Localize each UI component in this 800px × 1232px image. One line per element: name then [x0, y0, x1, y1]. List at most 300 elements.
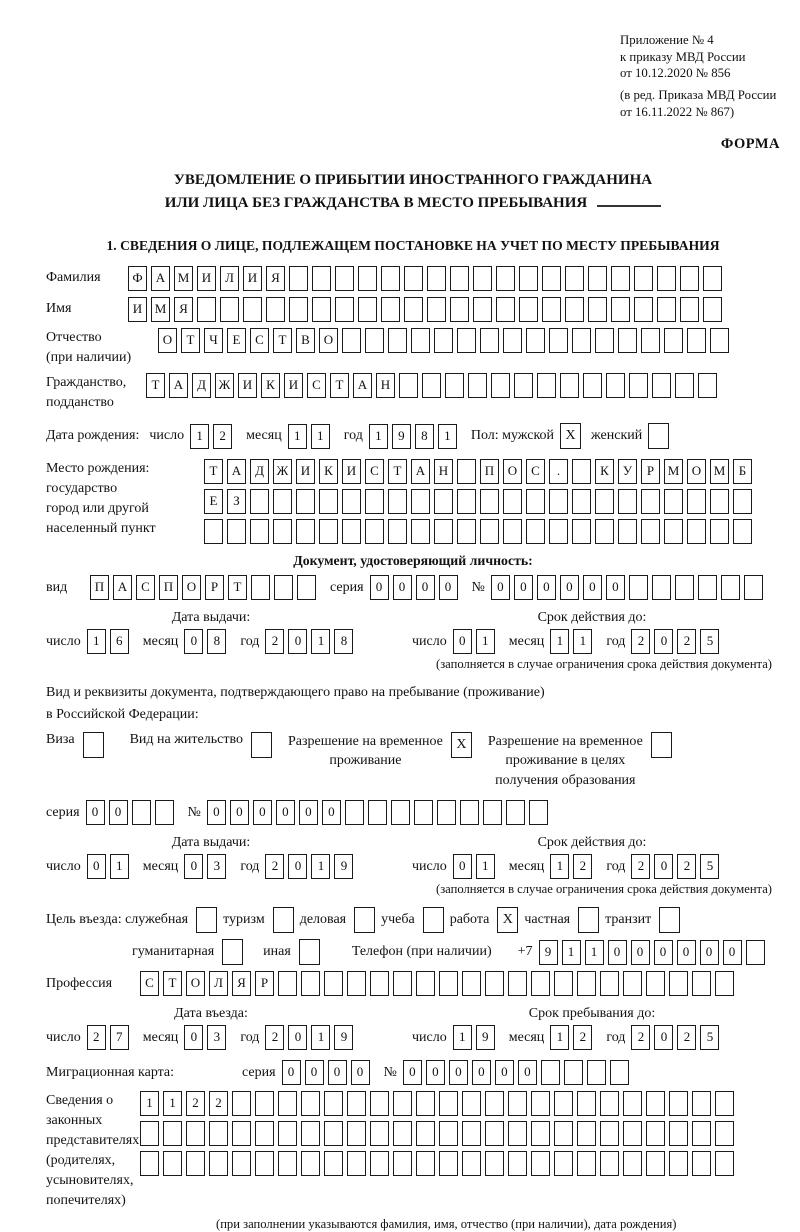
form-cell[interactable]: [715, 1091, 734, 1116]
form-cell[interactable]: [251, 575, 270, 600]
form-cell[interactable]: [623, 971, 642, 996]
form-cell[interactable]: [243, 297, 262, 322]
form-cell[interactable]: 5: [700, 1025, 719, 1050]
form-cell[interactable]: [393, 1151, 412, 1176]
form-cell[interactable]: 0: [328, 1060, 347, 1085]
form-cell[interactable]: [715, 1151, 734, 1176]
form-cell[interactable]: [416, 1091, 435, 1116]
form-cell[interactable]: [273, 489, 292, 514]
form-cell[interactable]: [220, 297, 239, 322]
form-cell[interactable]: [577, 1121, 596, 1146]
form-cell[interactable]: [687, 489, 706, 514]
form-cell[interactable]: [692, 971, 711, 996]
form-cell[interactable]: 1: [87, 629, 106, 654]
form-cell[interactable]: 0: [677, 940, 696, 965]
form-cell[interactable]: [623, 1151, 642, 1176]
form-cell[interactable]: 0: [230, 800, 249, 825]
form-cell[interactable]: О: [182, 575, 201, 600]
form-cell[interactable]: 1: [369, 424, 388, 449]
form-cell[interactable]: Р: [255, 971, 274, 996]
form-cell[interactable]: [560, 373, 579, 398]
form-cell[interactable]: 0: [184, 854, 203, 879]
form-cell[interactable]: О: [186, 971, 205, 996]
form-cell[interactable]: 1: [550, 1025, 569, 1050]
form-cell[interactable]: [140, 1121, 159, 1146]
form-cell[interactable]: [577, 971, 596, 996]
form-cell[interactable]: [462, 971, 481, 996]
form-cell[interactable]: [289, 266, 308, 291]
form-cell[interactable]: 0: [282, 1060, 301, 1085]
form-cell[interactable]: 0: [184, 629, 203, 654]
female-checkbox[interactable]: [648, 423, 669, 449]
form-cell[interactable]: [572, 328, 591, 353]
form-cell[interactable]: 0: [288, 629, 307, 654]
form-cell[interactable]: [618, 519, 637, 544]
form-cell[interactable]: [687, 328, 706, 353]
form-cell[interactable]: [186, 1121, 205, 1146]
form-cell[interactable]: [508, 971, 527, 996]
form-cell[interactable]: [687, 519, 706, 544]
form-cell[interactable]: [554, 971, 573, 996]
form-cell[interactable]: [564, 1060, 583, 1085]
form-cell[interactable]: 2: [631, 629, 650, 654]
form-cell[interactable]: 1: [288, 424, 307, 449]
form-cell[interactable]: 0: [426, 1060, 445, 1085]
form-cell[interactable]: [506, 800, 525, 825]
form-cell[interactable]: [232, 1121, 251, 1146]
form-cell[interactable]: [132, 800, 151, 825]
form-cell[interactable]: 0: [654, 1025, 673, 1050]
form-cell[interactable]: [296, 489, 315, 514]
form-cell[interactable]: О: [319, 328, 338, 353]
form-cell[interactable]: [324, 1091, 343, 1116]
form-cell[interactable]: 0: [370, 575, 389, 600]
form-cell[interactable]: [450, 297, 469, 322]
form-cell[interactable]: [629, 575, 648, 600]
form-cell[interactable]: [519, 266, 538, 291]
form-cell[interactable]: М: [664, 459, 683, 484]
form-cell[interactable]: [434, 489, 453, 514]
form-cell[interactable]: [381, 297, 400, 322]
form-cell[interactable]: [508, 1091, 527, 1116]
form-cell[interactable]: [583, 373, 602, 398]
form-cell[interactable]: [365, 519, 384, 544]
form-cell[interactable]: [278, 1121, 297, 1146]
form-cell[interactable]: [595, 328, 614, 353]
form-cell[interactable]: [289, 297, 308, 322]
form-cell[interactable]: Т: [330, 373, 349, 398]
form-cell[interactable]: [393, 1121, 412, 1146]
form-cell[interactable]: [296, 519, 315, 544]
form-cell[interactable]: [715, 971, 734, 996]
form-cell[interactable]: [404, 266, 423, 291]
form-cell[interactable]: [278, 971, 297, 996]
form-cell[interactable]: [483, 800, 502, 825]
form-cell[interactable]: 2: [677, 629, 696, 654]
form-cell[interactable]: [715, 1121, 734, 1146]
form-cell[interactable]: [450, 266, 469, 291]
form-cell[interactable]: [733, 489, 752, 514]
form-cell[interactable]: Я: [232, 971, 251, 996]
form-cell[interactable]: [549, 489, 568, 514]
form-cell[interactable]: П: [480, 459, 499, 484]
form-cell[interactable]: 3: [207, 1025, 226, 1050]
form-cell[interactable]: [266, 297, 285, 322]
form-cell[interactable]: 5: [700, 854, 719, 879]
form-cell[interactable]: [414, 800, 433, 825]
form-cell[interactable]: [324, 971, 343, 996]
form-cell[interactable]: [457, 459, 476, 484]
residence-permit-checkbox[interactable]: [251, 732, 272, 758]
form-cell[interactable]: И: [243, 266, 262, 291]
form-cell[interactable]: [508, 1151, 527, 1176]
form-cell[interactable]: [462, 1151, 481, 1176]
form-cell[interactable]: [508, 1121, 527, 1146]
form-cell[interactable]: 0: [184, 1025, 203, 1050]
form-cell[interactable]: 8: [207, 629, 226, 654]
form-cell[interactable]: М: [151, 297, 170, 322]
form-cell[interactable]: [669, 1151, 688, 1176]
form-cell[interactable]: [565, 297, 584, 322]
form-cell[interactable]: 0: [299, 800, 318, 825]
form-cell[interactable]: [388, 519, 407, 544]
form-cell[interactable]: [646, 1151, 665, 1176]
form-cell[interactable]: 1: [311, 629, 330, 654]
form-cell[interactable]: 1: [438, 424, 457, 449]
form-cell[interactable]: [388, 328, 407, 353]
form-cell[interactable]: [600, 971, 619, 996]
purpose-official-checkbox[interactable]: [196, 907, 217, 933]
form-cell[interactable]: Н: [376, 373, 395, 398]
form-cell[interactable]: 0: [453, 629, 472, 654]
form-cell[interactable]: [496, 297, 515, 322]
form-cell[interactable]: [312, 266, 331, 291]
form-cell[interactable]: [600, 1091, 619, 1116]
form-cell[interactable]: 0: [518, 1060, 537, 1085]
form-cell[interactable]: [439, 971, 458, 996]
form-cell[interactable]: [618, 328, 637, 353]
form-cell[interactable]: Ж: [273, 459, 292, 484]
purpose-humanitarian-checkbox[interactable]: [222, 939, 243, 965]
form-cell[interactable]: 0: [723, 940, 742, 965]
form-cell[interactable]: [595, 519, 614, 544]
form-cell[interactable]: [319, 519, 338, 544]
form-cell[interactable]: [485, 971, 504, 996]
form-cell[interactable]: [554, 1121, 573, 1146]
form-cell[interactable]: И: [342, 459, 361, 484]
form-cell[interactable]: [273, 519, 292, 544]
form-cell[interactable]: [703, 297, 722, 322]
form-cell[interactable]: [445, 373, 464, 398]
form-cell[interactable]: [652, 373, 671, 398]
form-cell[interactable]: 0: [453, 854, 472, 879]
form-cell[interactable]: 2: [573, 854, 592, 879]
form-cell[interactable]: М: [710, 459, 729, 484]
form-cell[interactable]: [692, 1091, 711, 1116]
form-cell[interactable]: Я: [174, 297, 193, 322]
form-cell[interactable]: [531, 1151, 550, 1176]
form-cell[interactable]: [744, 575, 763, 600]
form-cell[interactable]: [319, 489, 338, 514]
form-cell[interactable]: 0: [322, 800, 341, 825]
form-cell[interactable]: Е: [227, 328, 246, 353]
form-cell[interactable]: В: [296, 328, 315, 353]
form-cell[interactable]: [358, 266, 377, 291]
form-cell[interactable]: [335, 297, 354, 322]
form-cell[interactable]: [646, 971, 665, 996]
form-cell[interactable]: 0: [700, 940, 719, 965]
form-cell[interactable]: [434, 328, 453, 353]
form-cell[interactable]: [301, 1091, 320, 1116]
form-cell[interactable]: [496, 266, 515, 291]
form-cell[interactable]: [641, 328, 660, 353]
form-cell[interactable]: [439, 1091, 458, 1116]
form-cell[interactable]: 0: [403, 1060, 422, 1085]
form-cell[interactable]: Т: [388, 459, 407, 484]
form-cell[interactable]: [623, 1091, 642, 1116]
form-cell[interactable]: [634, 266, 653, 291]
form-cell[interactable]: [416, 1121, 435, 1146]
form-cell[interactable]: 1: [550, 854, 569, 879]
form-cell[interactable]: [692, 1121, 711, 1146]
form-cell[interactable]: А: [113, 575, 132, 600]
form-cell[interactable]: [554, 1151, 573, 1176]
form-cell[interactable]: [209, 1121, 228, 1146]
form-cell[interactable]: [365, 489, 384, 514]
form-cell[interactable]: Р: [205, 575, 224, 600]
form-cell[interactable]: 9: [539, 940, 558, 965]
form-cell[interactable]: [388, 489, 407, 514]
form-cell[interactable]: К: [319, 459, 338, 484]
form-cell[interactable]: [480, 519, 499, 544]
form-cell[interactable]: [393, 1091, 412, 1116]
form-cell[interactable]: [675, 575, 694, 600]
form-cell[interactable]: С: [136, 575, 155, 600]
form-cell[interactable]: [606, 373, 625, 398]
form-cell[interactable]: Л: [209, 971, 228, 996]
form-cell[interactable]: 2: [265, 1025, 284, 1050]
form-cell[interactable]: [652, 575, 671, 600]
form-cell[interactable]: 0: [491, 575, 510, 600]
form-cell[interactable]: М: [174, 266, 193, 291]
form-cell[interactable]: 2: [213, 424, 232, 449]
form-cell[interactable]: [698, 373, 717, 398]
form-cell[interactable]: [140, 1151, 159, 1176]
form-cell[interactable]: 1: [550, 629, 569, 654]
form-cell[interactable]: 1: [311, 854, 330, 879]
form-cell[interactable]: [312, 297, 331, 322]
form-cell[interactable]: [411, 519, 430, 544]
form-cell[interactable]: И: [128, 297, 147, 322]
form-cell[interactable]: [301, 971, 320, 996]
form-cell[interactable]: Я: [266, 266, 285, 291]
form-cell[interactable]: 0: [472, 1060, 491, 1085]
form-cell[interactable]: 8: [415, 424, 434, 449]
form-cell[interactable]: 0: [560, 575, 579, 600]
form-cell[interactable]: [473, 297, 492, 322]
form-cell[interactable]: [529, 800, 548, 825]
form-cell[interactable]: [250, 519, 269, 544]
form-cell[interactable]: 0: [654, 940, 673, 965]
form-cell[interactable]: [680, 266, 699, 291]
form-cell[interactable]: 0: [537, 575, 556, 600]
form-cell[interactable]: [669, 1091, 688, 1116]
form-cell[interactable]: [698, 575, 717, 600]
form-cell[interactable]: [565, 266, 584, 291]
purpose-study-checkbox[interactable]: [423, 907, 444, 933]
form-cell[interactable]: [462, 1121, 481, 1146]
form-cell[interactable]: [155, 800, 174, 825]
form-cell[interactable]: С: [140, 971, 159, 996]
form-cell[interactable]: [664, 328, 683, 353]
form-cell[interactable]: Т: [228, 575, 247, 600]
form-cell[interactable]: Т: [146, 373, 165, 398]
purpose-other-checkbox[interactable]: [299, 939, 320, 965]
form-cell[interactable]: 9: [392, 424, 411, 449]
form-cell[interactable]: .: [549, 459, 568, 484]
form-cell[interactable]: [186, 1151, 205, 1176]
purpose-transit-checkbox[interactable]: [659, 907, 680, 933]
form-cell[interactable]: [457, 489, 476, 514]
form-cell[interactable]: [232, 1091, 251, 1116]
form-cell[interactable]: [480, 328, 499, 353]
form-cell[interactable]: [342, 328, 361, 353]
form-cell[interactable]: [541, 1060, 560, 1085]
form-cell[interactable]: [646, 1121, 665, 1146]
form-cell[interactable]: [370, 971, 389, 996]
form-cell[interactable]: [588, 297, 607, 322]
form-cell[interactable]: [669, 1121, 688, 1146]
form-cell[interactable]: [278, 1091, 297, 1116]
form-cell[interactable]: [485, 1091, 504, 1116]
form-cell[interactable]: 0: [87, 854, 106, 879]
form-cell[interactable]: [554, 1091, 573, 1116]
form-cell[interactable]: [746, 940, 765, 965]
form-cell[interactable]: [197, 297, 216, 322]
form-cell[interactable]: [514, 373, 533, 398]
form-cell[interactable]: [526, 519, 545, 544]
form-cell[interactable]: А: [411, 459, 430, 484]
form-cell[interactable]: Ф: [128, 266, 147, 291]
form-cell[interactable]: [204, 519, 223, 544]
form-cell[interactable]: И: [296, 459, 315, 484]
form-cell[interactable]: 1: [311, 424, 330, 449]
form-cell[interactable]: 8: [334, 629, 353, 654]
form-cell[interactable]: [370, 1151, 389, 1176]
form-cell[interactable]: [657, 266, 676, 291]
form-cell[interactable]: [163, 1151, 182, 1176]
form-cell[interactable]: З: [227, 489, 246, 514]
form-cell[interactable]: К: [261, 373, 280, 398]
form-cell[interactable]: 0: [207, 800, 226, 825]
form-cell[interactable]: [427, 297, 446, 322]
form-cell[interactable]: [675, 373, 694, 398]
form-cell[interactable]: 0: [654, 629, 673, 654]
form-cell[interactable]: 7: [110, 1025, 129, 1050]
form-cell[interactable]: [572, 459, 591, 484]
form-cell[interactable]: А: [227, 459, 246, 484]
form-cell[interactable]: [491, 373, 510, 398]
form-cell[interactable]: [519, 297, 538, 322]
form-cell[interactable]: С: [526, 459, 545, 484]
form-cell[interactable]: Л: [220, 266, 239, 291]
form-cell[interactable]: 9: [476, 1025, 495, 1050]
form-cell[interactable]: [542, 297, 561, 322]
form-cell[interactable]: 1: [163, 1091, 182, 1116]
form-cell[interactable]: [646, 1091, 665, 1116]
form-cell[interactable]: [641, 519, 660, 544]
form-cell[interactable]: [255, 1091, 274, 1116]
form-cell[interactable]: [422, 373, 441, 398]
form-cell[interactable]: [692, 1151, 711, 1176]
form-cell[interactable]: 0: [305, 1060, 324, 1085]
form-cell[interactable]: 1: [573, 629, 592, 654]
form-cell[interactable]: [611, 297, 630, 322]
form-cell[interactable]: 2: [87, 1025, 106, 1050]
form-cell[interactable]: [437, 800, 456, 825]
form-cell[interactable]: [301, 1151, 320, 1176]
form-cell[interactable]: 2: [631, 1025, 650, 1050]
form-cell[interactable]: [250, 489, 269, 514]
form-cell[interactable]: [324, 1151, 343, 1176]
form-cell[interactable]: 5: [700, 629, 719, 654]
form-cell[interactable]: [434, 519, 453, 544]
form-cell[interactable]: 0: [608, 940, 627, 965]
form-cell[interactable]: Ж: [215, 373, 234, 398]
form-cell[interactable]: 0: [416, 575, 435, 600]
form-cell[interactable]: [618, 489, 637, 514]
form-cell[interactable]: 6: [110, 629, 129, 654]
form-cell[interactable]: [600, 1121, 619, 1146]
form-cell[interactable]: [347, 1091, 366, 1116]
male-checkbox[interactable]: X: [560, 423, 581, 449]
form-cell[interactable]: [710, 519, 729, 544]
purpose-work-checkbox[interactable]: X: [497, 907, 518, 933]
form-cell[interactable]: 2: [631, 854, 650, 879]
form-cell[interactable]: 1: [476, 854, 495, 879]
form-cell[interactable]: [485, 1121, 504, 1146]
form-cell[interactable]: [391, 800, 410, 825]
form-cell[interactable]: [641, 489, 660, 514]
form-cell[interactable]: [381, 266, 400, 291]
form-cell[interactable]: 1: [190, 424, 209, 449]
form-cell[interactable]: П: [159, 575, 178, 600]
form-cell[interactable]: 0: [654, 854, 673, 879]
form-cell[interactable]: С: [250, 328, 269, 353]
form-cell[interactable]: [542, 266, 561, 291]
form-cell[interactable]: [274, 575, 293, 600]
form-cell[interactable]: [439, 1121, 458, 1146]
form-cell[interactable]: [255, 1121, 274, 1146]
form-cell[interactable]: [342, 489, 361, 514]
form-cell[interactable]: 0: [631, 940, 650, 965]
form-cell[interactable]: [664, 489, 683, 514]
form-cell[interactable]: Р: [641, 459, 660, 484]
form-cell[interactable]: [595, 489, 614, 514]
form-cell[interactable]: [577, 1091, 596, 1116]
form-cell[interactable]: 1: [140, 1091, 159, 1116]
form-cell[interactable]: [531, 971, 550, 996]
form-cell[interactable]: [572, 519, 591, 544]
form-cell[interactable]: [710, 328, 729, 353]
form-cell[interactable]: 1: [453, 1025, 472, 1050]
form-cell[interactable]: [345, 800, 364, 825]
form-cell[interactable]: Д: [250, 459, 269, 484]
form-cell[interactable]: [324, 1121, 343, 1146]
form-cell[interactable]: [623, 1121, 642, 1146]
temp-residence-checkbox[interactable]: X: [451, 732, 472, 758]
form-cell[interactable]: 2: [677, 1025, 696, 1050]
